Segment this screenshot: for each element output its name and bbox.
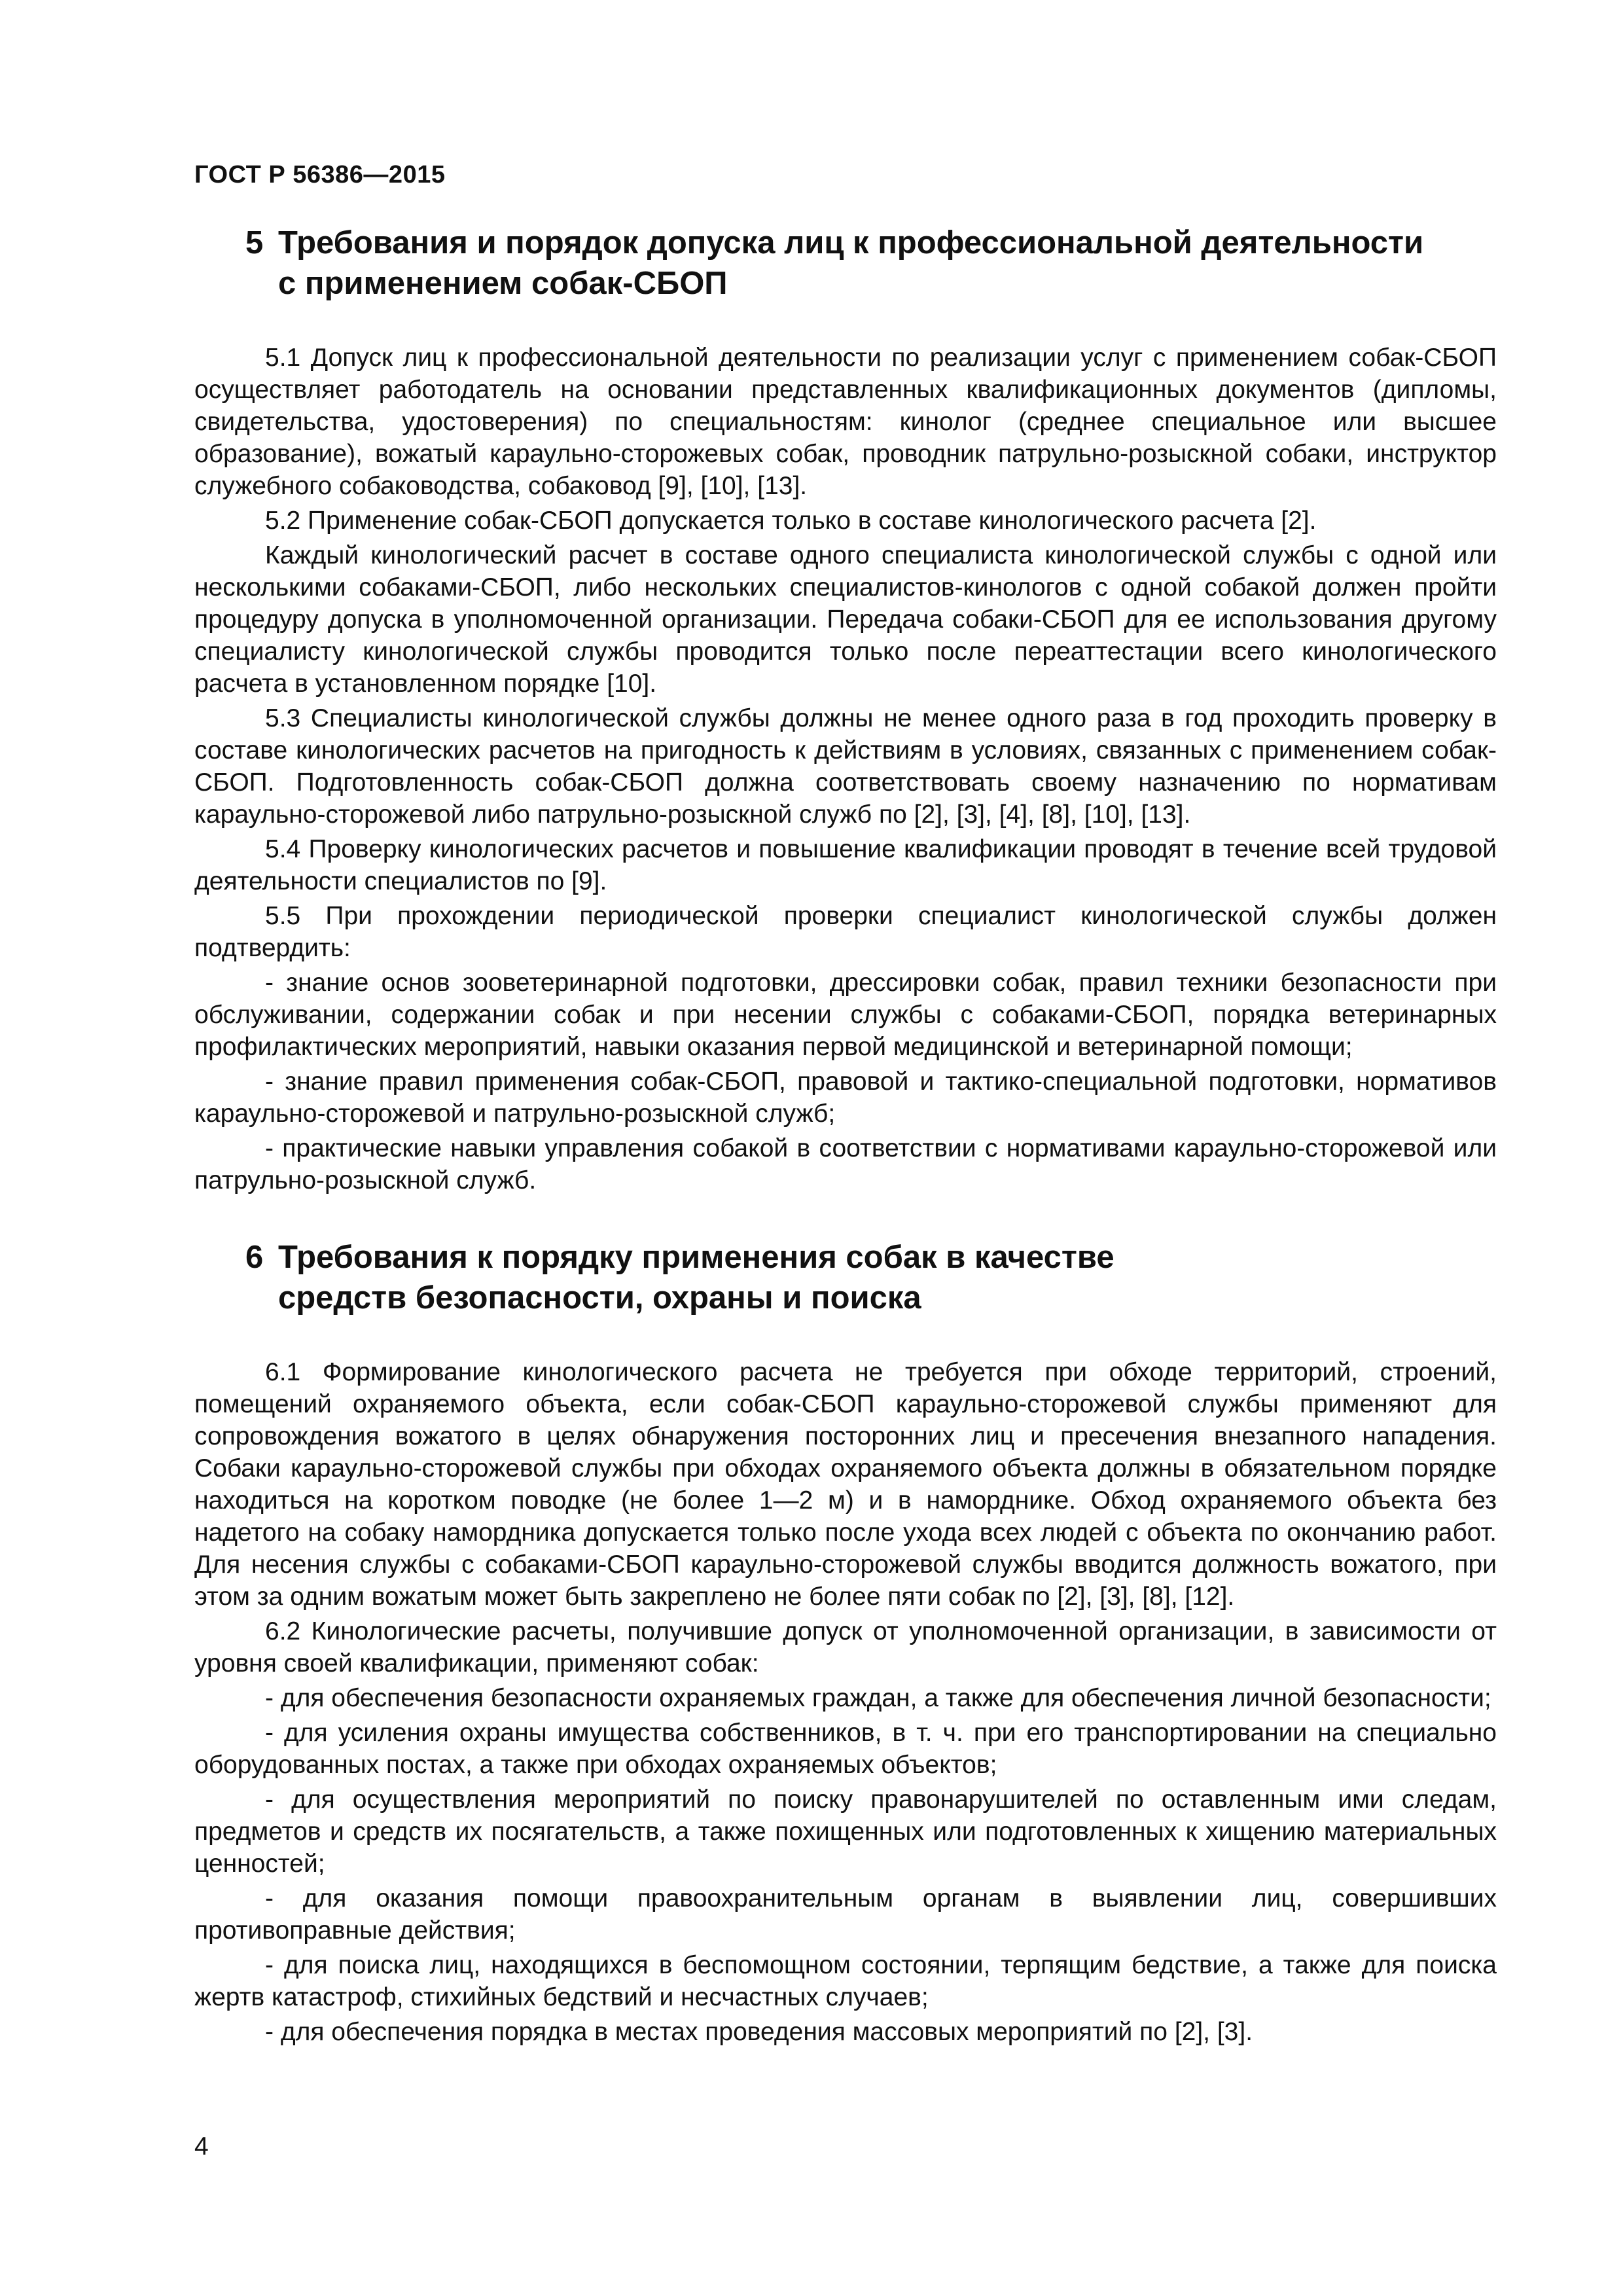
- paragraph-5-3: 5.3 Специалисты кинологической службы должны не менее одного раза в год проходить проверку в составе кинологических расчетов на пригодность к действиям в условиях, связанных с применением собак-СБОП. Подготовленность собак-СБОП должна соответствовать своему назначению по нормативам караульно-сторожевой либо патрульно-розыскной служб по [2], [3], [4], [8], [10], [13].: [194, 704, 1497, 829]
- list-item-5-5-b: - знание правил применения собак-СБОП, правовой и тактико-специальной подготовки, нормативов караульно-сторожевой и патрульно-розыскной служб;: [194, 1067, 1497, 1128]
- list-item-6-2-b: - для усиления охраны имущества собственников, в т. ч. при его транспортировании на специально оборудованных постах, а также при обходах охраняемых объектов;: [194, 1719, 1497, 1779]
- section-6-number: 6: [245, 1240, 264, 1275]
- paragraph-6-2: 6.2 Кинологические расчеты, получившие допуск от уполномоченной организации, в зависимости от уровня своей квалификации, применяют собак:: [194, 1617, 1497, 1677]
- list-item-5-5-a: - знание основ зооветеринарной подготовки, дрессировки собак, правил техники безопасности при обслуживании, содержании собак и при несении службы с собаками-СБОП, порядка ветеринарных профилактических мероприятий, навыки оказания первой медицинской и ветеринарной помощи;: [194, 969, 1497, 1061]
- list-item-6-2-a: - для обеспечения безопасности охраняемых граждан, а также для обеспечения личной безопасности;: [265, 1684, 1491, 1712]
- paragraph-5-2: 5.2 Применение собак-СБОП допускается только в составе кинологического расчета [2].: [265, 507, 1317, 535]
- paragraph-6-1: 6.1 Формирование кинологического расчета не требуется при обходе территорий, строений, помещений охраняемого объекта, если собак-СБОП караульно-сторожевой службы применяют для сопровождения вожатого в целях обнаружения посторонних лиц и пресечения внезапного нападения. Собаки караульно-сторожевой службы при обходах охраняемого объекта должны в обязательном порядке находиться на коротком поводке (не более 1—2 м) и в наморднике. Обход охраняемого объекта без надетого на собаку намордника допускается только после ухода всех людей с объекта по окончанию работ. Для несения службы с собаками-СБОП караульно-сторожевой службы вводится должность вожатого, при этом за одним вожатым может быть закреплено не более пяти собак по [2], [3], [8], [12].: [194, 1358, 1497, 1611]
- document-body: [194, 223, 1497, 2051]
- list-item-6-2-e: - для поиска лиц, находящихся в беспомощном состоянии, терпящим бедствие, а также для поиска жертв катастроф, стихийных бедствий и несчастных случаев;: [194, 1951, 1497, 2011]
- paragraph-5-5: 5.5 При прохождении периодической проверки специалист кинологической службы должен подтвердить:: [194, 902, 1497, 962]
- paragraph-5-1: 5.1 Допуск лиц к профессиональной деятельности по реализации услуг с применением собак-СБОП осуществляет работодатель на основании представленных квалификационных документов (дипломы, свидетельства, удостоверения) по специальностям: кинолог (среднее специальное или высшее образование), вожатый караульно-сторожевых собак, проводник патрульно-розыскной собаки, инструктор служебного собаководства, собаковод [9], [10], [13].: [194, 344, 1497, 500]
- section-6-title-line1: Требования к порядку применения собак в качестве: [278, 1240, 1115, 1275]
- list-item-5-5-c: - практические навыки управления собакой в соответствии с нормативами караульно-сторожевой или патрульно-розыскной служб.: [194, 1134, 1497, 1194]
- paragraph-5-4: 5.4 Проверку кинологических расчетов и повышение квалификации проводят в течение всей трудовой деятельности специалистов по [9].: [194, 835, 1497, 895]
- section-6-title-line2: средств безопасности, охраны и поиска: [278, 1280, 921, 1316]
- list-item-6-2-f: - для обеспечения порядка в местах проведения массовых мероприятий по [2], [3].: [265, 2018, 1253, 2046]
- section-5-title-line2: с применением собак-СБОП: [278, 266, 728, 301]
- list-item-6-2-d: - для оказания помощи правоохранительным органам в выявлении лиц, совершивших противоправные действия;: [194, 1884, 1497, 1945]
- list-item-6-2-c: - для осуществления мероприятий по поиску правонарушителей по оставленным ими следам, предметов и средств их посягательств, а также похищенных или подготовленных к хищению материальных ценностей;: [194, 1785, 1497, 1878]
- section-5-title-line1: Требования и порядок допуска лиц к профессиональной деятельности: [278, 225, 1424, 260]
- section-6-title: [245, 1237, 1497, 1318]
- document-header: ГОСТ Р 56386—2015: [194, 161, 446, 188]
- paragraph-5-2-cont: Каждый кинологический расчет в составе одного специалиста кинологической службы с одной или несколькими собаками-СБОП, либо нескольких специалистов-кинологов с одной собакой должен пройти процедуру допуска в уполномоченной организации. Передача собаки-СБОП для ее использования другому специалисту кинологической службы проводится только после переаттестации всего кинологического расчета в установленном порядке [10].: [194, 541, 1497, 698]
- section-5-number: 5: [245, 225, 264, 260]
- section-5-title: [245, 223, 1497, 304]
- page-number: 4: [194, 2132, 209, 2161]
